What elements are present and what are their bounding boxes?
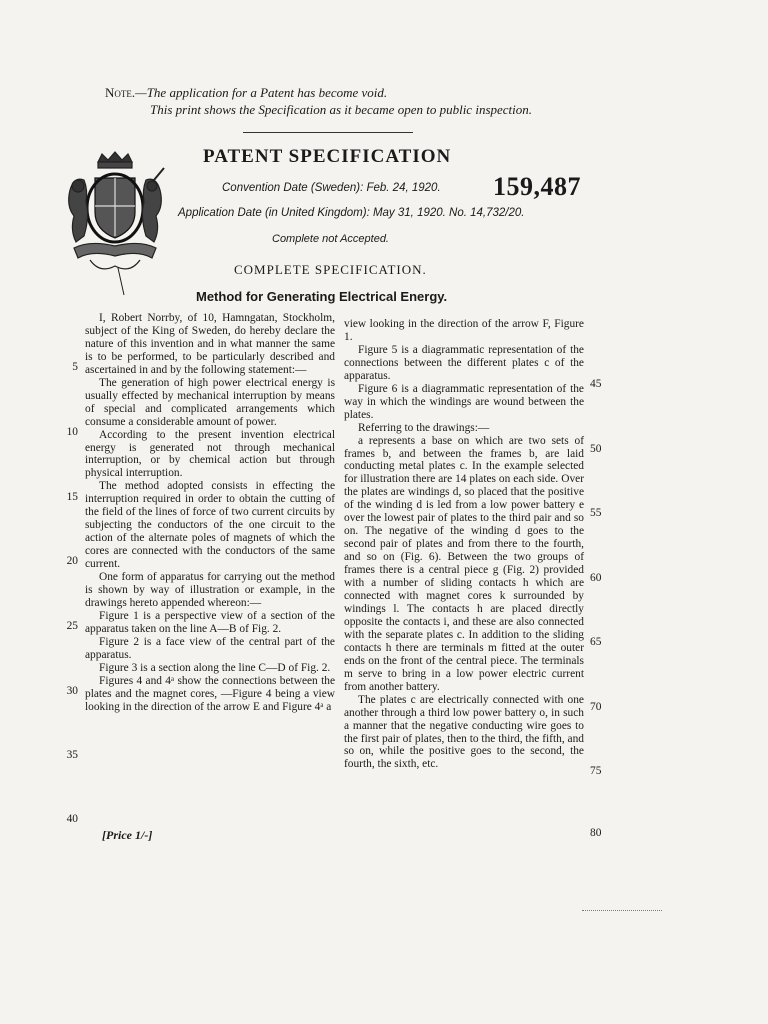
line-number: 60	[590, 572, 602, 584]
paragraph: Figure 5 is a diagrammatic representation of the connections between the different plates c of the apparatus.	[344, 343, 584, 382]
page-mark	[582, 910, 662, 911]
complete-not-accepted: Complete not Accepted.	[272, 233, 389, 245]
line-number: 45	[590, 378, 602, 390]
note-line-2: This print shows the Specification as it became open to public inspection.	[150, 102, 533, 117]
line-number: 10	[66, 426, 78, 438]
line-number: 5	[72, 361, 78, 373]
line-number: 25	[66, 620, 78, 632]
left-column	[85, 312, 335, 714]
line-number: 70	[590, 701, 602, 713]
convention-date: Convention Date (Sweden): Feb. 24, 1920.	[222, 182, 441, 194]
line-number: 40	[66, 813, 78, 825]
right-column	[344, 318, 584, 771]
paragraph: The generation of high power electrical energy is usually effected by mechanical interruption by means of special and complicated arrangements which consume a considerable amount of power.	[85, 376, 335, 428]
paragraph: The plates c are electrically connected with one another through a third low power battery o, in such a manner that the negative conducting wire goes to the first pair of plates, then to the third, the fifth, and so on, while the positive goes to the second, the fourth, the sixth, etc.	[344, 693, 584, 771]
line-number: 55	[590, 507, 602, 519]
paragraph: Figure 6 is a diagrammatic representation of the way in which the windings are wound between the plates.	[344, 382, 584, 421]
royal-crest-icon	[60, 150, 170, 300]
line-number: 30	[66, 685, 78, 697]
invention-title: Method for Generating Electrical Energy.	[196, 289, 448, 304]
page-title: PATENT SPECIFICATION	[203, 146, 452, 167]
line-number: 15	[66, 491, 78, 503]
line-number: 65	[590, 636, 602, 648]
paragraph: a represents a base on which are two sets of frames b, and between the frames b, are laid conducting metal plates c. In the example selected for illustration there are 14 plates on each side. Over the plates are windings d, so placed that the positive of the winding d is led from a low power battery e over the lowest pair of plates to the third pair and so on. The negative of the winding d goes to the second pair of plates and from there to the fourth, and so on (Fig. 6). Between the two groups of frames there is a central piece g (Fig. 2) provided with a number of sliding contacts h which are connected with magnet cores k surrounded by windings l. The contacts h are placed directly opposite the contacts i, and these are also connected with the separate plates c. In addition to the sliding contacts h there are terminals m fitted at the outer ends on the front of the central piece. The terminals m serve to bring in a low power electric current from another battery.	[344, 434, 584, 693]
paragraph: view looking in the direction of the arrow F, Figure 1.	[344, 318, 584, 343]
application-date: Application Date (in United Kingdom): May 31, 1920. No. 14,732/20.	[178, 207, 525, 219]
header-rule	[243, 132, 413, 133]
line-number: 75	[590, 765, 602, 777]
paragraph: The method adopted consists in effecting the interruption required in order to obtain the cutting of the field of the lines of force of two current circuits by subjecting the conductors of the one circuit to the action of the alternate poles of magnets of which the cores are connected with the conductors of the same current.	[85, 480, 335, 571]
paragraph: Figure 1 is a perspective view of a section of the apparatus taken on the line A—B of Fig. 2.	[85, 609, 335, 635]
price-label: [Price 1/-]	[102, 828, 153, 842]
void-notice	[105, 84, 387, 101]
note-label: Note.	[105, 85, 136, 100]
paragraph: Figure 2 is a face view of the central part of the apparatus.	[85, 635, 335, 661]
complete-specification-heading: COMPLETE SPECIFICATION.	[234, 262, 427, 277]
paragraph: According to the present invention electrical energy is generated not through mechanical interruption, or by chemical action but through physical interruption.	[85, 428, 335, 480]
line-number: 80	[590, 827, 602, 839]
paragraph: I, Robert Norrby, of 10, Hamngatan, Stockholm, subject of the King of Sweden, do hereby declare the nature of this invention and in what manner the same is to be performed, to be particularly described and ascertained in and by the following statement:—	[85, 312, 335, 376]
patent-number: 159,487	[493, 172, 581, 201]
paragraph: Figure 3 is a section along the line C—D of Fig. 2.	[99, 661, 331, 674]
line-number: 20	[66, 555, 78, 567]
line-number: 35	[66, 749, 78, 761]
line-number: 50	[590, 443, 602, 455]
paragraph: Referring to the drawings:—	[358, 421, 490, 434]
note-line-1: —The application for a Patent has become void.	[135, 85, 388, 100]
paragraph: One form of apparatus for carrying out the method is shown by way of illustration or example, in the drawings hereto appended whereon:—	[85, 571, 335, 609]
paragraph: Figures 4 and 4ᵃ show the connections between the plates and the magnet cores, —Figure 4 being a view looking in the direction of the arrow E and Figure 4ᵃ a	[85, 674, 335, 713]
